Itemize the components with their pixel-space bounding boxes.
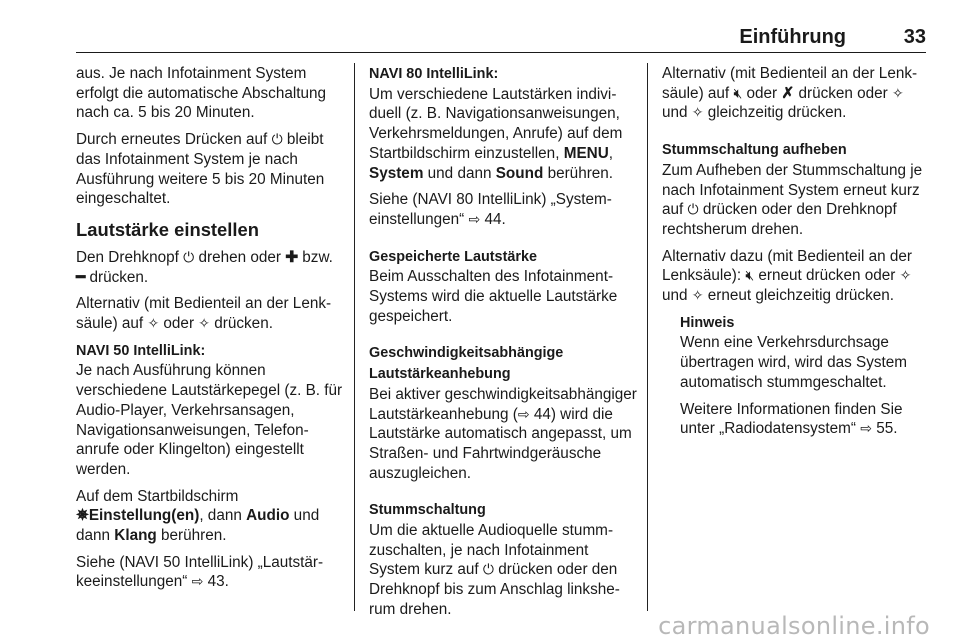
note-box: [662, 313, 930, 439]
text: Wenn eine Verkehrsdurchsage übertragen wird, wird das System automatisch stummgeschaltet.: [680, 334, 907, 391]
text: drehen oder: [194, 248, 286, 266]
paragraph: [680, 313, 930, 393]
text: Alternativ dazu (mit Bedienteil an der Lenksäule):: [662, 247, 912, 285]
text: drücken oder den Drehknopf rechtsherum drehen.: [662, 201, 897, 238]
text: ,: [608, 144, 613, 162]
text: erneut gleichzeitig drücken.: [703, 287, 894, 305]
paragraph: [369, 64, 637, 183]
text: Den Drehknopf: [76, 248, 184, 266]
text: Siehe (NAVI 50 IntelliLink) „Lautstärkeeinstellungen“: [76, 553, 324, 591]
text: Weitere Informationen finden Sie unter „Radiodatensystem“: [680, 400, 903, 438]
volume-down-icon: ✧: [691, 104, 704, 121]
page-ref-arrow-icon: ⇨: [860, 420, 872, 437]
volume-up-icon: ✧: [147, 315, 160, 332]
paragraph: [369, 190, 637, 229]
page-ref-arrow-icon: ⇨: [468, 210, 481, 227]
menu-label: Audio: [246, 507, 290, 525]
page-ref: 55.: [871, 420, 898, 438]
menu-label: Klang: [114, 527, 157, 545]
text: und: [662, 104, 692, 122]
paragraph: [662, 64, 930, 123]
paragraph-heading: Stummschaltung aufheben: [662, 142, 847, 159]
volume-up-icon: ✧: [892, 84, 904, 101]
column-divider: [647, 63, 648, 611]
text: gleichzeitig drücken.: [703, 104, 847, 122]
paragraph: [76, 487, 344, 546]
text: Siehe (NAVI 80 IntelliLink) „Systemeinstellungen“: [369, 191, 612, 228]
text: drücken.: [210, 315, 273, 333]
text: und: [662, 287, 692, 305]
page-ref: 44.: [480, 210, 506, 228]
text: oder: [742, 84, 782, 102]
text: aus. Je nach Infotainment System erfolgt die automatische Abschaltung nach ca. 5 bis 20 Minuten.: [76, 65, 327, 122]
menu-label: Sound: [495, 164, 544, 182]
text: Beim Ausschalten des Infotainment-Systems wird die aktuelle Lautstärke gespeichert.: [369, 268, 618, 325]
text: Alternativ (mit Bedienteil an der Lenksäule) auf: [662, 65, 918, 102]
paragraph: [369, 343, 637, 483]
power-icon: ⏻: [687, 201, 699, 218]
text: , dann: [199, 507, 247, 525]
paragraph: [76, 294, 344, 333]
text: drücken oder: [794, 84, 893, 102]
watermark: carmanualsonline.info: [658, 612, 930, 640]
page-ref-arrow-icon: ⇨: [191, 573, 204, 590]
paragraph: [662, 247, 930, 306]
text: berühren.: [543, 164, 614, 182]
paragraph: [680, 400, 930, 439]
section-heading: Lautstärke einstellen: [76, 218, 259, 240]
power-icon: ⏻: [482, 561, 494, 578]
paragraph: [369, 500, 637, 619]
paragraph: [76, 130, 344, 209]
gear-icon: ✵: [76, 507, 89, 525]
page-ref-arrow-icon: ⇨: [517, 405, 530, 422]
text: drücken oder den Drehknopf bis zum Anschlag linksherum drehen.: [369, 561, 620, 618]
chapter-title: Einführung: [739, 26, 846, 48]
column-1: [76, 64, 344, 599]
text: Durch erneutes Drücken auf: [76, 131, 272, 149]
menu-label: Einstellung(en): [88, 507, 200, 525]
page-number: 33: [903, 26, 926, 48]
paragraph-heading: Geschwindigkeitsabhängige Lautstärkeanhebung: [369, 345, 564, 383]
text: Alternativ (mit Bedienteil an der Lenksäule) auf: [76, 295, 332, 333]
menu-label: System: [369, 164, 424, 182]
power-icon: ⏻: [183, 248, 195, 265]
paragraph: [369, 247, 637, 327]
text: 44) wird die Lautstärke automatisch angepasst, um Straßen- und Fahrtwindgeräusche auszugleichen.: [369, 405, 632, 482]
power-icon: ⏻: [271, 131, 283, 148]
paragraph: [76, 341, 344, 480]
paragraph-heading: NAVI 80 IntelliLink:: [369, 66, 499, 82]
paragraph-heading: Stummschaltung: [369, 502, 486, 519]
paragraph-heading: NAVI 50 IntelliLink:: [76, 342, 206, 359]
paragraph-heading: Gespeicherte Lautstärke: [369, 248, 537, 265]
text: Bei aktiver geschwindigkeitsabhängiger Lautstärkeanhebung (: [369, 385, 637, 423]
column-2: [369, 64, 637, 627]
paragraph: [662, 140, 930, 240]
text: Je nach Ausführung können verschiedene Lautstärkepegel (z. B. für Audio-Player, Verkehrsansagen, Navigationsanweisungen, Telefonanrufe oder Klingelton) eingestellt werden.: [76, 362, 343, 478]
column-divider: [354, 63, 355, 611]
paragraph: [76, 553, 344, 592]
note-title: Hinweis: [680, 314, 735, 331]
text: erneut drücken oder: [754, 267, 900, 285]
text: oder: [159, 315, 199, 333]
text: und dann: [76, 507, 320, 545]
minus-icon: ━: [76, 268, 86, 286]
text: bleibt das Infotainment System je nach Ausführung weitere 5 bis 20 Minuten eingeschaltet.: [76, 131, 325, 208]
text: drücken.: [85, 268, 149, 286]
page-ref: 43.: [203, 573, 229, 591]
paragraph: [76, 248, 344, 287]
page-header: [76, 20, 926, 53]
mute-icon: 🔇︎: [733, 84, 743, 101]
text: bzw.: [298, 248, 333, 266]
volume-up-icon: ✧: [899, 267, 912, 284]
text: Um verschiedene Lautstärken individuell (z. B. Navigationsanweisungen, Verkehrsmeldungen, Anrufe) auf dem Startbildschirm einzustellen,: [369, 85, 623, 162]
mute-icon: 🔇︎: [745, 267, 755, 284]
paragraph: [76, 64, 344, 123]
text: Zum Aufheben der Stummschaltung je nach Infotainment System erneut kurz auf: [662, 161, 923, 219]
volume-down-icon: ✧: [691, 287, 704, 304]
column-3: [662, 64, 930, 446]
text: Auf dem Startbildschirm: [76, 487, 239, 505]
close-x-icon: ✗: [781, 84, 795, 102]
text: berühren.: [156, 527, 227, 545]
text: Um die aktuelle Audioquelle stummzuschalten, je nach Infotainment System kurz auf: [369, 522, 614, 579]
volume-down-icon: ✧: [198, 315, 211, 332]
menu-label: MENU: [563, 144, 609, 162]
text: und dann: [423, 164, 496, 182]
plus-icon: ✚: [285, 248, 299, 266]
